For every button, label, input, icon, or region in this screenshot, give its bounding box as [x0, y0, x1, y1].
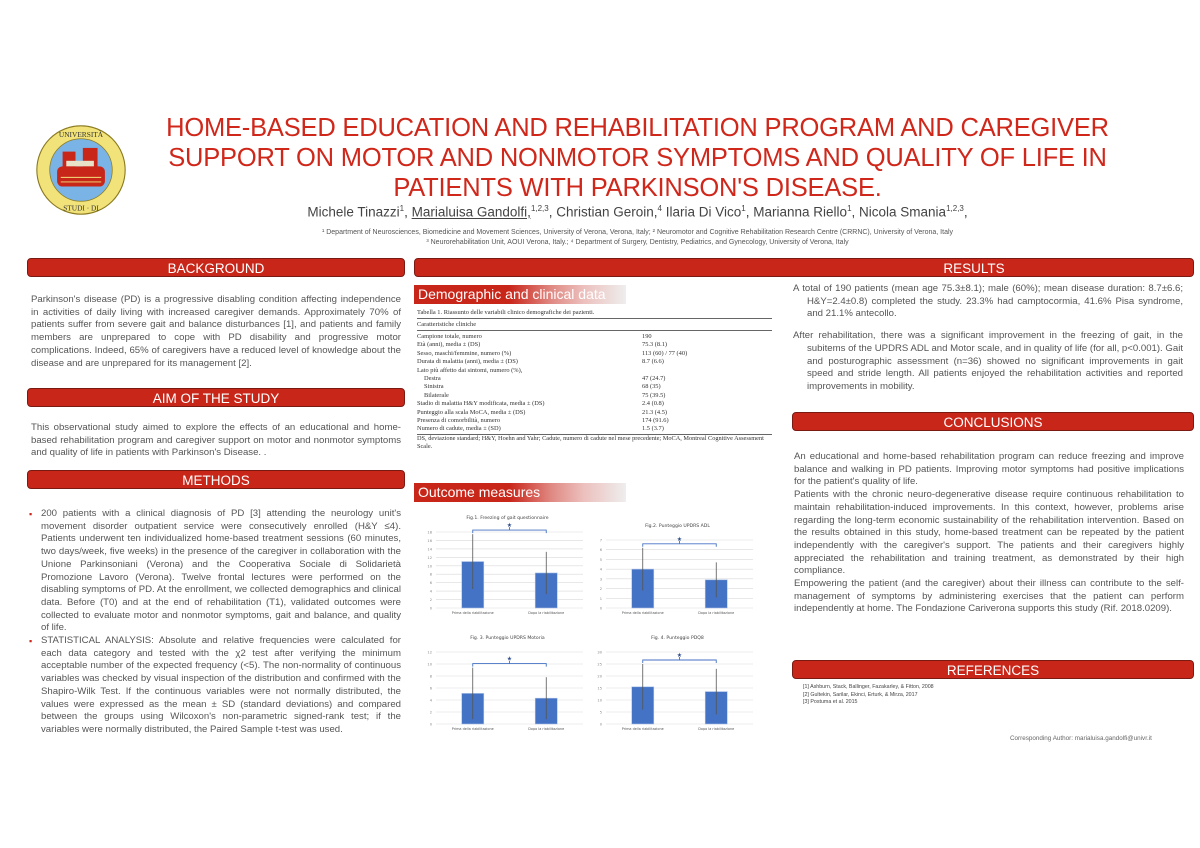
- y-tick-label: 6: [429, 581, 432, 586]
- y-tick-label: 6: [599, 548, 602, 553]
- table-cell-label: Campione totale, numero: [417, 333, 482, 340]
- demographics-table: [417, 309, 772, 451]
- table-header: Caratteristiche cliniche: [417, 321, 477, 328]
- y-tick-label: 12: [427, 650, 432, 655]
- y-tick-label: 0: [429, 722, 432, 727]
- table-cell-label: Età (anni), media ± (DS): [417, 341, 481, 349]
- table-cell-value: 68 (35): [642, 383, 661, 391]
- corresponding-author: Corresponding Author: marialuisa.gandolfi@univr.it: [1010, 735, 1152, 742]
- table-cell-value: 1.5 (3.7): [642, 425, 664, 433]
- x-tick-label: Prima della riabilitazione: [621, 611, 664, 615]
- table-cell-value: 113 (60) / 77 (40): [642, 349, 688, 357]
- background-heading: BACKGROUND: [27, 258, 405, 277]
- table-footnote: DS, deviazione standard; H&Y, Hoehn and Yahr; Cadute, numero di cadute nel mese precedente; MoCA, Montreal Cognitive Assessment Scale.: [417, 434, 764, 450]
- chart-updrs-adl: [590, 518, 765, 620]
- author-list: Michele Tinazzi$^1$, Marialuisa Gandolfi,$^{1,2,3}$, Christian Geroin,$^4$ Ilaria Di Vico$^1$, Marianna Riello$^1$, Nicola Smania$^{1,2,3}$,: [307, 204, 968, 220]
- x-tick-label: Prima della riabilitazione: [451, 727, 494, 731]
- title-line: PATIENTS WITH PARKINSON'S DISEASE.: [393, 174, 882, 202]
- y-tick-label: 4: [429, 589, 432, 594]
- conclusions-text: [794, 451, 1184, 616]
- table-cell-value: 190: [642, 333, 652, 340]
- table-cell-label: Sinistra: [424, 383, 444, 391]
- affiliation-line: ¹ Department of Neurosciences, Biomedicine and Movement Sciences, University of Verona, Verona, Italy; ² Neuromotor and Cognitive Rehabilitation Research Centre (CRRNC), University of Verona, Italy: [321, 229, 954, 236]
- y-tick-label: 12: [427, 555, 432, 560]
- chart-title: Fig. 3. Punteggio UPDRS Motoria: [470, 636, 545, 641]
- university-of-verona-seal-icon: [35, 124, 127, 216]
- y-tick-label: 20: [597, 674, 602, 679]
- chart-pdq8: [590, 630, 765, 736]
- x-tick-label: Prima della riabilitazione: [621, 727, 664, 731]
- outcome-subheading: Outcome measures: [414, 483, 626, 502]
- table-cell-value: [642, 367, 772, 375]
- author-name: Marianna Riello: [753, 204, 848, 220]
- table-row: [417, 400, 772, 408]
- chart-title: Fig.2. Punteggio UPDRS ADL: [645, 524, 710, 529]
- table-row: [417, 333, 772, 341]
- results-text: [793, 283, 1183, 394]
- aim-text: This observational study aimed to explore the effects of an educational and home-based rehabilitation program and caregiver support on motor and nonmotor symptoms and quality of life in patients with Parkinson's Disease. .: [31, 422, 401, 459]
- author-affiliation-marker: 1,2,3: [530, 204, 549, 213]
- conclusions-heading: CONCLUSIONS: [792, 412, 1194, 431]
- table-cell-label: Durata di malattia (anni), media ± (DS): [417, 358, 518, 366]
- reference-item: [3] Postuma et al. 2015: [803, 699, 858, 706]
- significance-star-icon: ★: [506, 655, 513, 663]
- table-cell-value: 174 (91.6): [642, 416, 669, 424]
- background-text: Parkinson's disease (PD) is a progressive disabling condition affecting independence in activities of daily living with increased caregiver demands. Approximately 70% of patients suffer from severe gait and balance disturbances [1], and patients and family members are unprepared to cope with PD disability and progressive motor complications. Indeed, 65% of caregivers have a reduced level of knowledge about the disease and are unprepared for its management [2].: [31, 294, 401, 369]
- y-tick-label: 14: [427, 547, 432, 552]
- author-affiliation-marker: 4: [657, 204, 662, 213]
- y-tick-label: 25: [597, 662, 602, 667]
- table-cell-label: Sesso, maschi/femmine, numero (%): [417, 349, 512, 357]
- y-tick-label: 7: [599, 538, 602, 543]
- methods-bullet: ▪ 200 patients with a clinical diagnosis of PD [3] attending the neurology unit's movement disorder outpatient service were consecutively enrolled (H&Y ≤4). Patients underwent ten individualized home-based treatment sessions (60 minutes, two days/week, five weeks) in the presence of the caregiver in collaboration with the Unione Parkinsoniani (Verona) and the Cooperativa Sociale di Solidarietà Promozione Lavoro (Verona). Twelve frontal lectures were performed on the disabling symptoms of PD. At the enrollment, we collected demographics and clinical data. Before (T0) and at the end of rehabilitation (T1), validated outcomes were collected to evaluate motor and nonmotor symptoms, gait and balance, and quality of life.: [27, 508, 401, 635]
- affiliations: [150, 228, 1125, 247]
- y-tick-label: 2: [599, 587, 602, 592]
- x-tick-label: Dopo la riabilitazione: [528, 727, 565, 731]
- significance-star-icon: ★: [506, 522, 513, 530]
- table-cell-value: 21.3 (4.5): [642, 408, 668, 416]
- reference-item: [1] Ashburn, Stack, Ballinger, Fazakarley, & Fitton, 2008: [803, 684, 934, 690]
- poster-title: [150, 113, 1125, 203]
- y-tick-label: 16: [427, 538, 432, 543]
- table-cell-label: Presenza di comorbilità, numero: [417, 416, 501, 424]
- table-cell-value: 75 (39.5): [642, 391, 666, 399]
- author-name: Marialuisa Gandolfi,: [411, 204, 531, 220]
- chart-title: Fig. 4. Punteggio PDQ8: [651, 636, 704, 641]
- table-row: [417, 417, 772, 425]
- svg-text:STUDI · DI: STUDI · DI: [63, 203, 99, 213]
- methods-bullet: ▪ STATISTICAL ANALYSIS: Absolute and relative frequencies were calculated for each data category and tested with the χ2 test after verifying the minimum acceptable number of the expected frequency (<5). The non-normality of continuous variables was checked by visual inspection of the distribution and confirmed with the Shapiro-Wilk Test. If the continuous variables were not normally distributed, the values were expressed as the mean ± SD (standard deviations) and compared between the groups using Wilcoxon's non-parametric signed-rank test; if the variables were normally distributed, the Paired Sample t-test was used.: [27, 635, 401, 737]
- reference-item: [2] Gultekin, Sarilar, Ekinci, Erturk, & Mirza, 2017: [803, 691, 918, 698]
- y-tick-label: 10: [427, 662, 432, 667]
- affiliation-line: ³ Neurorehabilitation Unit, AOUI Verona, Italy.; ⁴ Department of Surgery, Dentistry, Pediatrics, and Gynecology, University of Verona, Italy: [426, 238, 849, 246]
- author-name: Christian Geroin,: [556, 204, 658, 220]
- table-cell-label: Stadio di malattia H&Y modificata, media ± (DS): [417, 400, 545, 408]
- y-tick-label: 3: [599, 577, 602, 582]
- author-name: Michele Tinazzi: [307, 204, 400, 220]
- results-paragraph: A total of 190 patients (mean age 75.3±8.1); male (60%); mean disease duration: 8.7±6.6; H&Y=2.4±0.8) completed the study. 23.3% had camptocormia, 41.6% Pisa syndrome, and 21.1% antecollo.: [793, 283, 1183, 320]
- results-heading: RESULTS: [414, 258, 1194, 277]
- y-tick-label: 4: [429, 698, 432, 703]
- x-tick-label: Dopo la riabilitazione: [698, 611, 735, 615]
- table-row: [417, 367, 772, 375]
- y-tick-label: 30: [597, 650, 602, 655]
- table-cell-value: 8.7 (6.6): [642, 358, 664, 366]
- y-tick-label: 6: [429, 686, 432, 691]
- author-affiliation-marker: 1: [847, 204, 852, 213]
- table-row: [417, 350, 772, 358]
- table-cell-label: Bilaterale: [424, 391, 449, 399]
- y-tick-label: 0: [429, 606, 432, 611]
- methods-heading: METHODS: [27, 470, 405, 489]
- table-cell-value: 2.4 (0.8): [642, 400, 664, 408]
- methods-body: [27, 508, 401, 737]
- x-tick-label: Dopo la riabilitazione: [528, 611, 565, 615]
- conclusions-paragraph: Empowering the patient (and the caregiver) about their illness can contribute to the self-management of symptoms by administering exercises that the patient can perform independently at home. The Fondazione Cariverona supports this study (Rif. 2018.0209).: [794, 578, 1184, 615]
- table-row: [417, 392, 772, 400]
- author-affiliation-marker: 1: [741, 204, 746, 213]
- table-row: [417, 358, 772, 366]
- chart-updrs-motor: [420, 630, 595, 736]
- y-tick-label: 0: [599, 722, 602, 727]
- table-cell-label: Destra: [424, 374, 441, 382]
- significance-star-icon: ★: [676, 652, 683, 659]
- conclusions-paragraph: Patients with the chronic neuro-degenerative disease require continuous rehabilitation to maintain rehabilitation-induced improvements. In this context, however, problems arise regarding the long-term economic sustainability of the rehabilitation intervention. Based on the results obtained in this study, home-based treatment can be repeated by the patient independently with the caregiver's support. The patients and their caregivers highly appreciated the rehabilitation and training treatment, as demonstrated by their high compliance.: [794, 489, 1184, 577]
- significance-star-icon: ★: [676, 535, 683, 543]
- table-cell-label: Numero di cadute, media ± (SD): [417, 425, 501, 433]
- y-tick-label: 2: [429, 598, 432, 603]
- chart-title: Fig.1. Freezing of gait questionnaire: [466, 516, 549, 521]
- table-row: [417, 425, 772, 433]
- author-name: Ilaria Di Vico: [665, 204, 742, 220]
- table-cell-value: 75.3 (8.1): [642, 341, 668, 349]
- table-row: [417, 375, 772, 383]
- y-tick-label: 4: [599, 567, 602, 572]
- y-tick-label: 15: [597, 686, 602, 691]
- results-paragraph: After rehabilitation, there was a significant improvement in the freezing of gait, in the subitems of the UPDRS ADL and Motor scale, and in quality of life (for all, p<0.001). Gait and posturographic assessment (n=36) showed no significant improvements in gait speed and stride length. All patients enjoyed the rehabilitation activities and reported improvements in mobility.: [793, 330, 1183, 392]
- author-affiliation-marker: 1,2,3: [946, 204, 964, 213]
- y-tick-label: 10: [597, 698, 602, 703]
- table-cell-label: Punteggio alla scala MoCA, media ± (DS): [417, 408, 526, 416]
- demographic-subheading: Demographic and clinical data: [414, 285, 626, 304]
- table-row: [417, 409, 772, 417]
- table-row: [417, 383, 772, 391]
- y-tick-label: 5: [599, 557, 602, 562]
- references-heading: REFERENCES: [792, 660, 1194, 679]
- y-tick-label: 0: [599, 606, 602, 611]
- y-tick-label: 8: [429, 572, 432, 577]
- reference-list: [803, 684, 934, 707]
- table-cell-value: 47 (24.7): [642, 374, 666, 382]
- svg-text:UNIVERSITÀ: UNIVERSITÀ: [58, 129, 104, 139]
- x-tick-label: Dopo la riabilitazione: [698, 727, 735, 731]
- y-tick-label: 18: [427, 530, 432, 535]
- author-affiliation-marker: 1: [399, 204, 405, 213]
- table-caption: Tabella 1. Riassunto delle variabili clinico demografiche dei pazienti.: [417, 309, 595, 316]
- title-line: SUPPORT ON MOTOR AND NONMOTOR SYMPTOMS AND QUALITY OF LIFE IN: [168, 144, 1107, 172]
- y-tick-label: 5: [599, 710, 602, 715]
- author-name: Nicola Smania: [859, 204, 947, 220]
- conclusions-paragraph: An educational and home-based rehabilitation program can reduce freezing and improve balance and walking in PD patients. Improving motor symptoms had positive implications for the patient's quality of life.: [794, 451, 1184, 488]
- y-tick-label: 10: [427, 564, 432, 569]
- aim-heading: AIM OF THE STUDY: [27, 388, 405, 407]
- x-tick-label: Prima della riabilitazione: [451, 611, 494, 615]
- table-row: [417, 341, 772, 349]
- y-tick-label: 1: [599, 596, 602, 601]
- table-cell-label: Lato più affetto dai sintomi, numero (%),: [417, 366, 523, 374]
- chart-freezing-of-gait: [420, 510, 595, 620]
- title-line: HOME-BASED EDUCATION AND REHABILITATION PROGRAM AND CAREGIVER: [166, 114, 1109, 142]
- y-tick-label: 8: [429, 674, 432, 679]
- y-tick-label: 2: [429, 710, 432, 715]
